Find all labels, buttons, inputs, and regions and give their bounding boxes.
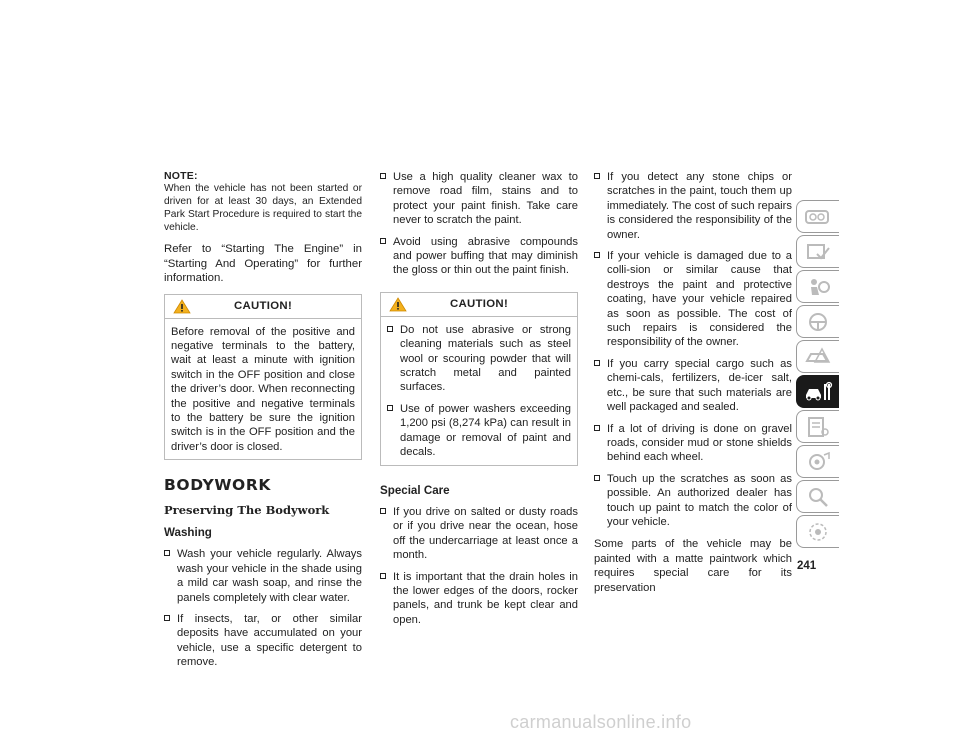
bullet-box-icon bbox=[380, 173, 386, 179]
note-label: NOTE: bbox=[164, 170, 198, 182]
tab-multimedia[interactable] bbox=[796, 445, 839, 478]
column-3 bbox=[594, 170, 792, 603]
special-care-list bbox=[380, 505, 578, 627]
bullet-box-icon bbox=[164, 550, 170, 556]
vehicle-dashboard-icon bbox=[803, 205, 833, 229]
bullet-box-icon bbox=[380, 573, 386, 579]
bullet-box-icon bbox=[164, 615, 170, 621]
caution-body bbox=[165, 319, 361, 460]
safety-check-icon bbox=[803, 240, 833, 264]
section-title: BODYWORK bbox=[164, 476, 271, 495]
caution-list bbox=[387, 323, 571, 460]
list-item: If you drive on salted or dusty roads or if you drive near the ocean, hose off the undercarriage at least once a month. bbox=[380, 505, 578, 563]
bullet-box-icon bbox=[594, 360, 600, 366]
tab-languages[interactable] bbox=[796, 515, 839, 548]
specifications-icon bbox=[803, 415, 833, 439]
bullet-box-icon bbox=[380, 508, 386, 514]
note-text: When the vehicle has not been started or driven for at least 30 days, an Extended Park Start Procedure is required to start the vehicle. bbox=[164, 183, 362, 233]
bullet-box-icon bbox=[594, 252, 600, 258]
tab-airbag[interactable] bbox=[796, 270, 839, 303]
list-item: If a lot of driving is done on gravel roads, consider mud or stone shields behind each wheel. bbox=[594, 422, 792, 465]
list-item: Do not use abrasive or strong cleaning materials such as steel wool or scouring powder that will scratch metal and painted surfaces. bbox=[387, 323, 571, 395]
special-care-list-continued bbox=[594, 170, 792, 529]
washing-list bbox=[164, 547, 362, 669]
languages-icon bbox=[803, 520, 833, 544]
tab-emergency[interactable] bbox=[796, 340, 839, 373]
list-item: Touch up the scratches as soon as possible. An authorized dealer has touch up paint to match the color of your vehicle. bbox=[594, 472, 792, 530]
caution-box-abrasives bbox=[380, 292, 578, 466]
column-2 bbox=[380, 170, 578, 635]
care-list bbox=[380, 170, 578, 278]
tab-specifications[interactable] bbox=[796, 410, 839, 443]
caution-header bbox=[165, 295, 361, 319]
chapter-tabs bbox=[796, 200, 842, 550]
bullet-box-icon bbox=[387, 326, 393, 332]
tab-driving[interactable] bbox=[796, 305, 839, 338]
tab-vehicle-dashboard[interactable] bbox=[796, 200, 839, 233]
closing-text: Some parts of the vehicle may be painted with a matte paintwork which requires special care for its preservation bbox=[594, 538, 792, 594]
warning-icon bbox=[173, 299, 191, 323]
list-item: If you detect any stone chips or scratches in the paint, touch them up immediately. The cost of such repairs is considered the responsibility of the owner. bbox=[594, 170, 792, 242]
washing-heading: Washing bbox=[164, 525, 212, 539]
caution-box-battery bbox=[164, 294, 362, 461]
refer-text: Refer to “Starting The Engine” in “Starting And Operating” for further information. bbox=[164, 243, 362, 284]
list-item: If insects, tar, or other similar deposits have accumulated on your vehicle, use a specific detergent to remove. bbox=[164, 612, 362, 670]
caution-title: CAUTION! bbox=[233, 299, 293, 312]
subsection-title: Preserving The Bodywork bbox=[164, 502, 330, 517]
list-item: Use of power washers exceeding 1,200 psi (8,274 kPa) can result in damage or removal of paint and decals. bbox=[387, 402, 571, 460]
caution-body bbox=[381, 317, 577, 465]
caution-text: Before removal of the positive and negative terminals to the battery, wait at least a minute with ignition switch in the OFF position and close the driver’s door. When reconnecting the positive and negative terminals to the battery be sure the ignition switch is in the OFF position and the driver’s door is closed. bbox=[171, 325, 355, 453]
tab-servicing[interactable] bbox=[796, 375, 839, 408]
index-search-icon bbox=[803, 485, 833, 509]
list-item: If your vehicle is damaged due to a colli-sion or similar cause that destroys the paint and protective coating, have your vehicle repaired as soon as possible. The cost of such repairs is considered the responsibility of the owner. bbox=[594, 249, 792, 350]
list-item: Use a high quality cleaner wax to remove road film, stains and to protect your paint finish. Take care never to scratch the paint. bbox=[380, 170, 578, 228]
airbag-icon bbox=[803, 275, 833, 299]
bullet-box-icon bbox=[594, 475, 600, 481]
caution-header bbox=[381, 293, 577, 317]
tab-safety[interactable] bbox=[796, 235, 839, 268]
page-number: 241 bbox=[797, 560, 817, 572]
caution-title: CAUTION! bbox=[449, 297, 509, 310]
steering-wheel-icon bbox=[803, 310, 833, 334]
list-item: Avoid using abrasive compounds and power buffing that may diminish the gloss or thin out the paint finish. bbox=[380, 235, 578, 278]
warning-icon bbox=[389, 297, 407, 321]
bullet-box-icon bbox=[387, 405, 393, 411]
bullet-box-icon bbox=[594, 425, 600, 431]
emergency-icon bbox=[803, 345, 833, 369]
servicing-icon bbox=[803, 380, 833, 404]
watermark: carmanualsonline.info bbox=[510, 712, 692, 732]
multimedia-icon bbox=[803, 450, 833, 474]
list-item: Wash your vehicle regularly. Always wash your vehicle in the shade using a mild car wash soap, and rinse the panels completely with clear water. bbox=[164, 547, 362, 605]
bullet-box-icon bbox=[594, 173, 600, 179]
special-care-heading: Special Care bbox=[380, 483, 450, 497]
list-item: If you carry special cargo such as chemi-cals, fertilizers, de-icer salt, etc., be sure that such materials are well packaged and sealed. bbox=[594, 357, 792, 415]
tab-index[interactable] bbox=[796, 480, 839, 513]
list-item: It is important that the drain holes in the lower edges of the doors, rocker panels, and trunk be kept clear and open. bbox=[380, 570, 578, 628]
bullet-box-icon bbox=[380, 238, 386, 244]
column-1 bbox=[164, 170, 362, 678]
